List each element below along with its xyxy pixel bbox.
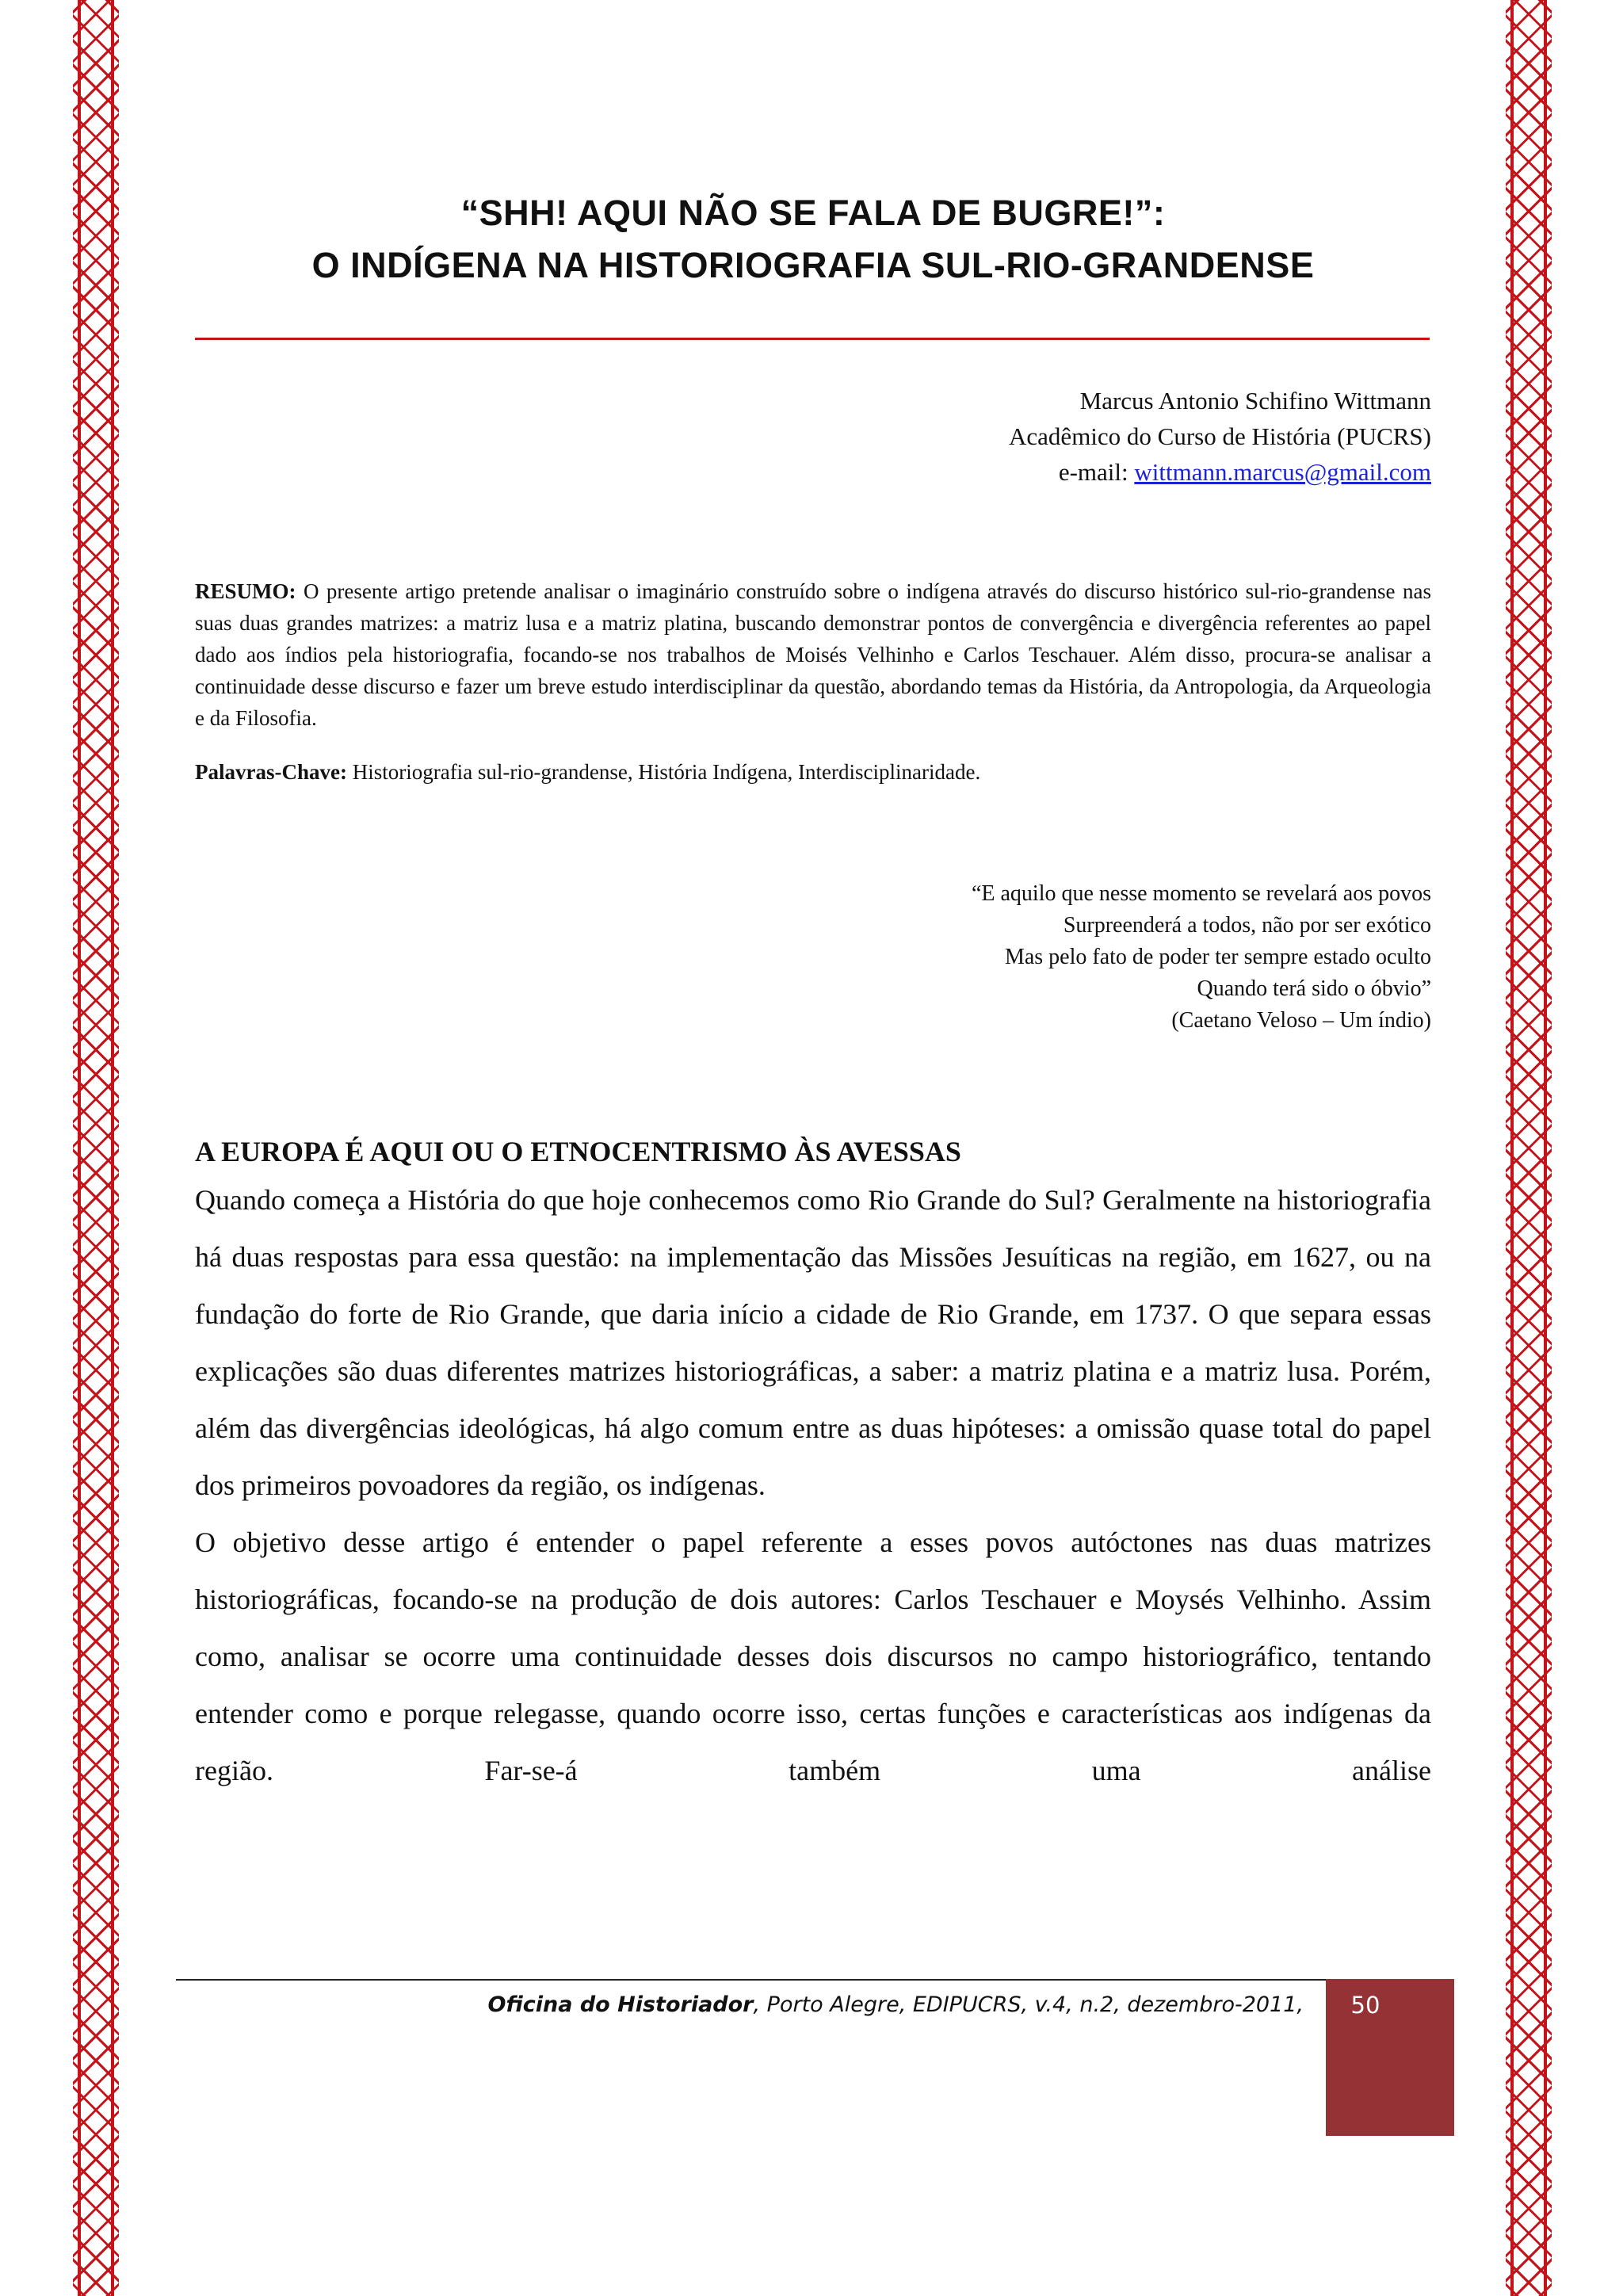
title-divider: [195, 338, 1430, 340]
abstract: [195, 575, 1431, 734]
keywords-text: Historiografia sul-rio-grandense, História Indígena, Interdisciplinaridade.: [346, 760, 981, 784]
epigraph: [195, 878, 1431, 1037]
footer-divider: [176, 1979, 1335, 1981]
body-paragraph: O objetivo desse artigo é entender o papel referente a esses povos autóctones nas duas matrizes historiográficas, focando-se na produção de dois autores: Carlos Teschauer e Moysés Velhinho. Assim como, analisar se ocorre uma continuidade desses dois discursos no campo historiográfico, tentando entender como e porque relegasse, quando ocorre isso, certas funções e características aos indígenas da região. Far-se-á também uma análise: [195, 1526, 1431, 1786]
page-number-box: [1326, 1979, 1454, 2136]
author-email-line: [195, 454, 1431, 490]
epigraph-attribution: (Caetano Veloso – Um índio): [1171, 1008, 1431, 1033]
decorative-border-right: [1506, 0, 1552, 2296]
footer-citation: [176, 1989, 1304, 2021]
keywords: [195, 756, 1431, 788]
title-line-1: “SHH! AQUI NÃO SE FALA DE BUGRE!”:: [460, 193, 1166, 233]
journal-details: , Porto Alegre, EDIPUCRS, v.4, n.2, dezembro-2011,: [753, 1992, 1304, 2017]
decorative-border-left: [73, 0, 119, 2296]
epigraph-line: “E aquilo que nesse momento se revelará aos povos: [971, 881, 1431, 906]
epigraph-line: Surpreenderá a todos, não por ser exótico: [1063, 913, 1431, 938]
epigraph-line: Mas pelo fato de poder ter sempre estado oculto: [1004, 945, 1431, 969]
author-block: [195, 383, 1431, 490]
email-link[interactable]: wittmann.marcus@gmail.com: [1134, 458, 1431, 486]
body-paragraph: Quando começa a História do que hoje conhecemos como Rio Grande do Sul? Geralmente na historiografia há duas respostas para essa questão: na implementação das Missões Jesuíticas na região, em 1627, ou na fundação do forte de Rio Grande, que daria início a cidade de Rio Grande, em 1737. O que separa essas explicações são duas diferentes matrizes historiográficas, a saber: a matriz platina e a matriz lusa. Porém, além das divergências ideológicas, há algo comum entre as duas hipóteses: a omissão quase total do papel dos primeiros povoadores da região, os indígenas.: [195, 1184, 1431, 1501]
keywords-label: Palavras-Chave:: [195, 760, 347, 784]
email-label: e-mail:: [1058, 458, 1135, 486]
author-name: Marcus Antonio Schifino Wittmann: [1079, 387, 1431, 415]
abstract-text: O presente artigo pretende analisar o imaginário construído sobre o indígena através do discurso histórico sul-rio-grandense nas suas duas grandes matrizes: a matriz lusa e a matriz platina, buscando demonstrar pontos de convergência e divergência referentes ao papel dado aos índios pela historiografia, focando-se nos trabalhos de Moisés Velhinho e Carlos Teschauer. Além disso, procura-se analisar a continuidade desse discurso e fazer um breve estudo interdisciplinar da questão, abordando temas da História, da Antropologia, da Arqueologia e da Filosofia.: [195, 579, 1431, 730]
epigraph-line: Quando terá sido o óbvio”: [1197, 976, 1431, 1001]
author-affiliation: Acadêmico do Curso de História (PUCRS): [1009, 422, 1431, 450]
page-number: 50: [1350, 1992, 1381, 2019]
article-content: [195, 187, 1431, 1799]
article-title: [195, 187, 1431, 292]
section-heading: A EUROPA É AQUI OU O ETNOCENTRISMO ÀS AVESSAS: [195, 1136, 961, 1167]
abstract-label: RESUMO:: [195, 579, 296, 603]
journal-name: Oficina do Historiador: [487, 1992, 754, 2017]
title-line-2: O INDÍGENA NA HISTORIOGRAFIA SUL-RIO-GRANDENSE: [311, 245, 1315, 285]
